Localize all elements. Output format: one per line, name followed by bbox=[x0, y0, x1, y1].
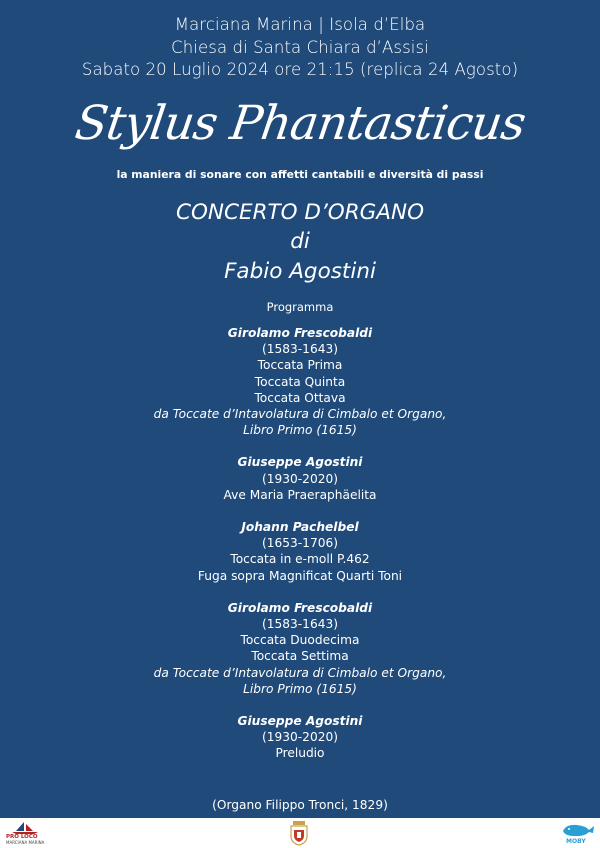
venue-line: Chiesa di Santa Chiara d’Assisi bbox=[171, 37, 429, 57]
whale-icon bbox=[560, 821, 596, 839]
work-source: da Toccate d’Intavolatura di Cimbalo et Organo, bbox=[153, 665, 447, 680]
moby-logo bbox=[560, 821, 596, 846]
event-header bbox=[0, 0, 600, 82]
work-source: da Toccate d’Intavolatura di Cimbalo et Organo, bbox=[153, 407, 447, 422]
program-item bbox=[0, 600, 600, 697]
concert-by: di bbox=[290, 229, 310, 254]
composer-dates: (1930-2020) bbox=[262, 730, 338, 745]
performer-name: Fabio Agostini bbox=[224, 258, 376, 284]
composer-dates: (1583-1643) bbox=[262, 617, 338, 632]
program-item bbox=[0, 454, 600, 503]
pro-loco-logo bbox=[6, 821, 44, 846]
composer-dates: (1583-1643) bbox=[262, 342, 338, 357]
work-title: Toccata Quinta bbox=[254, 374, 346, 389]
moby-text: MOBY bbox=[566, 838, 586, 845]
organ-note: (Organo Filippo Tronci, 1829) bbox=[212, 798, 388, 812]
program-item bbox=[0, 325, 600, 438]
composer-name: Girolamo Frescobaldi bbox=[227, 326, 373, 340]
pro-loco-text: PRO LOCO bbox=[6, 834, 38, 840]
program-item bbox=[0, 519, 600, 584]
work-title: Toccata in e-moll P.462 bbox=[230, 552, 370, 567]
composer-dates: (1930-2020) bbox=[262, 471, 338, 486]
date-line: Sabato 20 Luglio 2024 ore 21:15 (replica 24 Agosto) bbox=[81, 60, 519, 79]
location-line: Marciana Marina | Isola d’Elba bbox=[174, 15, 426, 34]
composer-name: Giuseppe Agostini bbox=[237, 714, 363, 729]
work-title: Toccata Prima bbox=[257, 358, 343, 373]
poster-title: Stylus Phantasticus bbox=[71, 95, 529, 151]
work-title: Fuga sopra Magnificat Quarti Toni bbox=[197, 568, 403, 583]
tagline: la maniera di sonare con affetti cantabili e diversità di passi bbox=[116, 167, 484, 181]
work-source: Libro Primo (1615) bbox=[243, 681, 357, 696]
pro-loco-boat-icon bbox=[10, 821, 40, 835]
concert-heading bbox=[0, 198, 600, 287]
work-title: Preludio bbox=[275, 746, 325, 761]
work-source: Libro Primo (1615) bbox=[243, 423, 357, 438]
program-label: Programma bbox=[266, 300, 334, 314]
pro-loco-subtext: MARCIANA MARINA bbox=[6, 840, 45, 845]
sponsor-footer bbox=[0, 818, 600, 848]
program-list bbox=[0, 325, 600, 762]
composer-dates: (1653-1706) bbox=[262, 536, 338, 551]
concert-type: CONCERTO D’ORGANO bbox=[175, 199, 425, 225]
composer-name: Girolamo Frescobaldi bbox=[227, 600, 373, 615]
program-item bbox=[0, 713, 600, 762]
work-title: Ave Maria Praeraphäelita bbox=[223, 487, 377, 502]
municipal-crest-icon bbox=[288, 820, 310, 846]
composer-name: Johann Pachelbel bbox=[241, 520, 359, 535]
composer-name: Giuseppe Agostini bbox=[237, 455, 363, 470]
work-title: Toccata Settima bbox=[251, 649, 349, 664]
work-title: Toccata Ottava bbox=[254, 390, 346, 405]
work-title: Toccata Duodecima bbox=[240, 633, 360, 648]
